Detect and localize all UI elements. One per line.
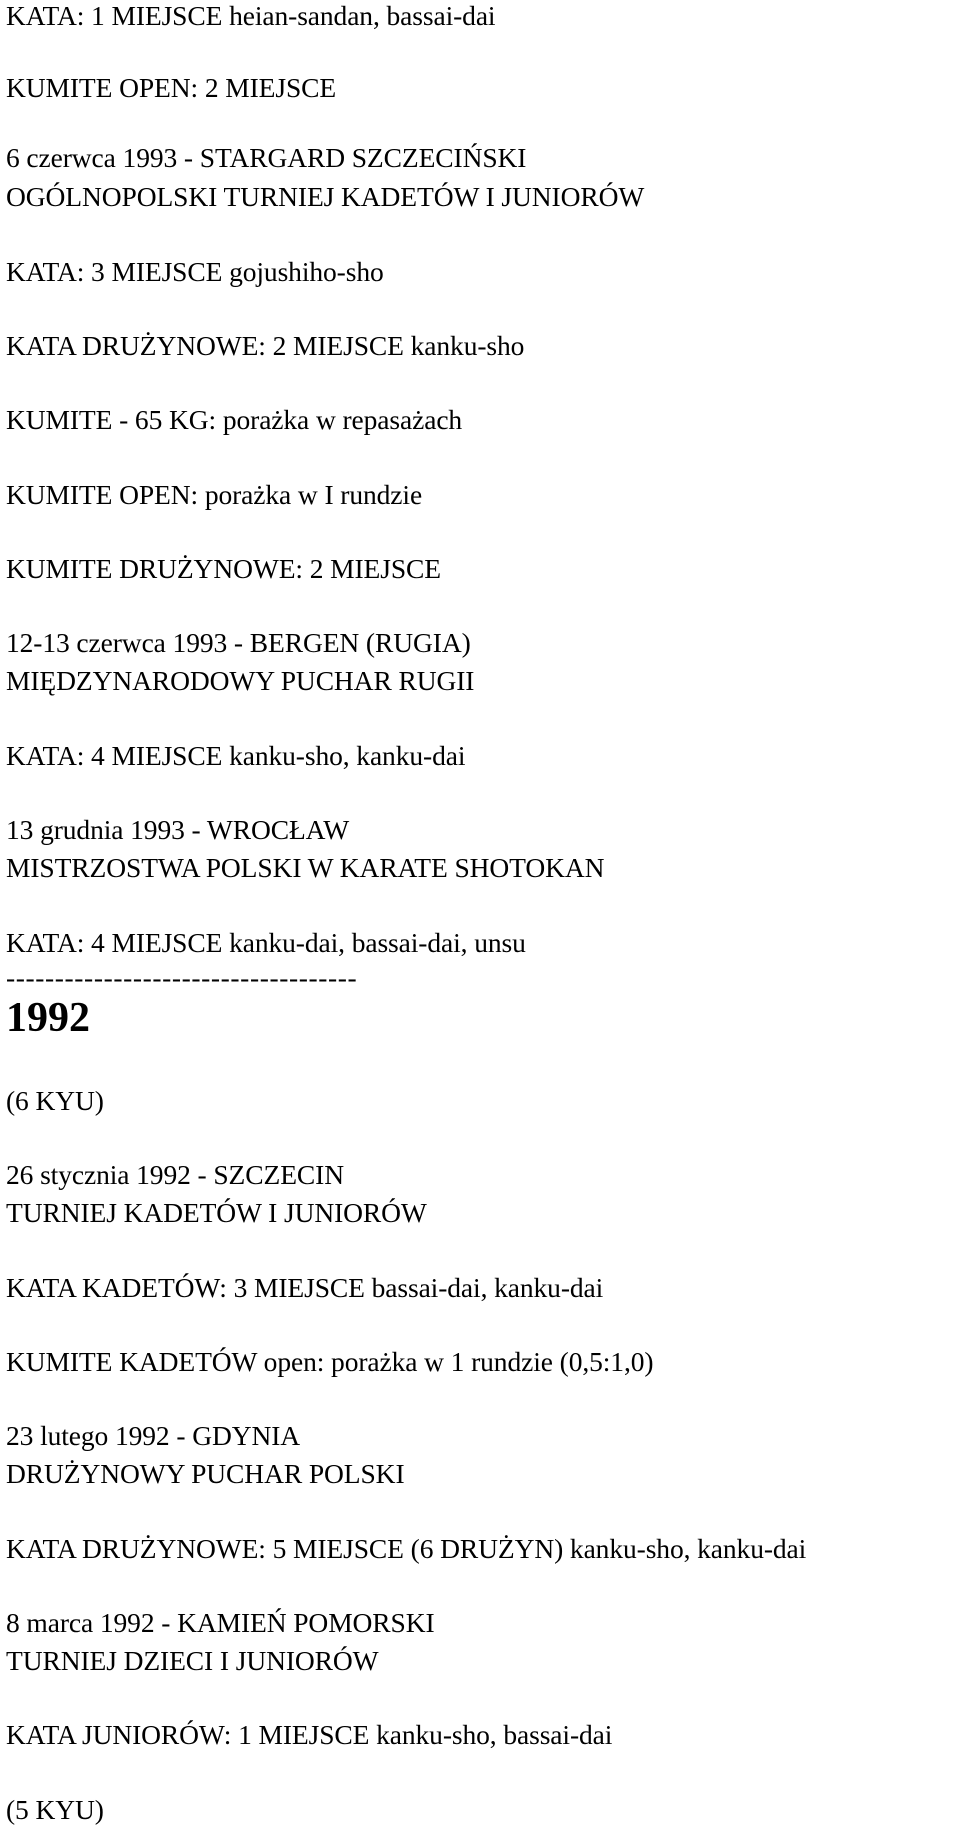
text-line: KATA: 4 MIEJSCE kanku-sho, kanku-dai [6,740,466,771]
text-line: KATA: 1 MIEJSCE heian-sandan, bassai-dai [6,0,496,31]
text-line: MIĘDZYNARODOWY PUCHAR RUGII [6,665,475,696]
text-line: KUMITE DRUŻYNOWE: 2 MIEJSCE [6,553,441,584]
text-line: KUMITE OPEN: 2 MIEJSCE [6,72,337,103]
text-line: 23 lutego 1992 - GDYNIA [6,1420,301,1451]
text-line: KUMITE KADETÓW open: porażka w 1 rundzie (0,5:1,0) [6,1346,654,1377]
separator-line: ------------------------------------ [6,962,358,993]
text-line: KATA DRUŻYNOWE: 2 MIEJSCE kanku-sho [6,330,525,361]
text-line: TURNIEJ KADETÓW I JUNIORÓW [6,1197,427,1228]
text-line: TURNIEJ DZIECI I JUNIORÓW [6,1645,379,1676]
text-line: KATA: 3 MIEJSCE gojushiho-sho [6,256,384,287]
text-line: (5 KYU) [6,1794,104,1825]
text-line: 13 grudnia 1993 - WROCŁAW [6,814,350,845]
text-line: KATA: 4 MIEJSCE kanku-dai, bassai-dai, unsu [6,927,526,958]
text-line: KATA DRUŻYNOWE: 5 MIEJSCE (6 DRUŻYN) kanku-sho, kanku-dai [6,1533,807,1564]
text-line: (6 KYU) [6,1085,104,1116]
text-line: KATA JUNIORÓW: 1 MIEJSCE kanku-sho, bassai-dai [6,1719,613,1750]
text-line: KATA KADETÓW: 3 MIEJSCE bassai-dai, kanku-dai [6,1272,604,1303]
text-line: 26 stycznia 1992 - SZCZECIN [6,1159,344,1190]
text-line: KUMITE - 65 KG: porażka w repasażach [6,404,463,435]
text-line: 8 marca 1992 - KAMIEŃ POMORSKI [6,1607,435,1638]
text-line: DRUŻYNOWY PUCHAR POLSKI [6,1458,405,1489]
text-line: 12-13 czerwca 1993 - BERGEN (RUGIA) [6,627,471,658]
text-line: MISTRZOSTWA POLSKI W KARATE SHOTOKAN [6,852,605,883]
year-heading: 1992 [6,995,90,1041]
text-line: 6 czerwca 1993 - STARGARD SZCZECIŃSKI [6,142,527,173]
text-line: KUMITE OPEN: porażka w I rundzie [6,479,423,510]
text-line: OGÓLNOPOLSKI TURNIEJ KADETÓW I JUNIORÓW [6,181,645,212]
